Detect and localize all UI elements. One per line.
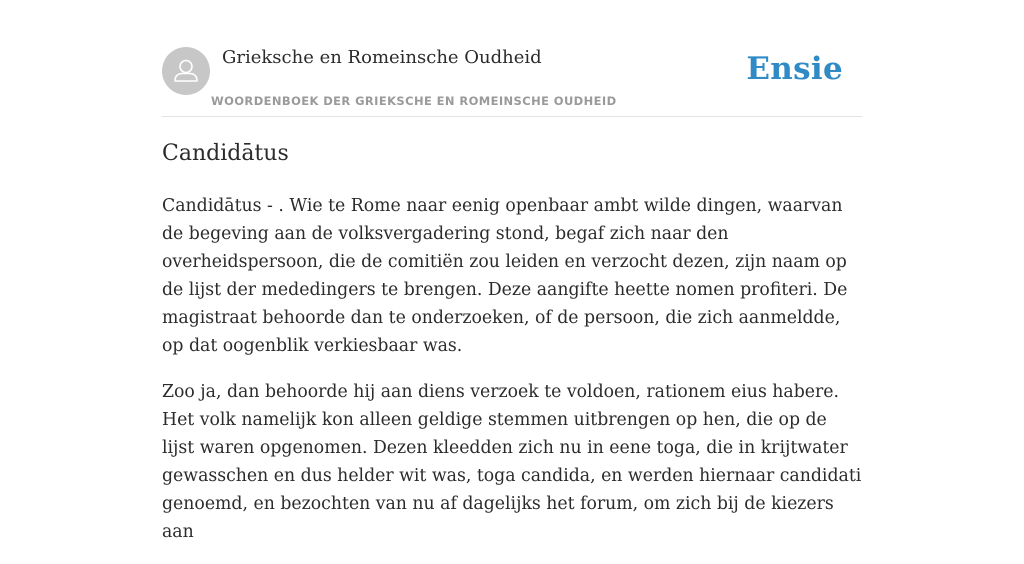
- site-subtitle: WOORDENBOEK DER GRIEKSCHE EN ROMEINSCHE OUDHEID: [211, 94, 617, 108]
- page: [162, 0, 862, 542]
- site-title-link[interactable]: Grieksche en Romeinsche Oudheid: [222, 47, 542, 68]
- avatar[interactable]: [162, 47, 210, 95]
- article-paragraph: Candidātus - . Wie te Rome naar eenig openbaar ambt wilde dingen, waarvan de begeving aan de volksvergadering stond, begaf zich naar den overheidspersoon, die de comitiën zou leiden en verzocht dezen, zijn naam op de lijst der mededingers te brengen. Deze aangifte heette nomen profiteri. De magistraat behoorde dan te onderzoeken, of de persoon, die zich aanmeldde, op dat oogenblik verkiesbaar was.: [162, 196, 848, 356]
- article-title: Candidātus: [162, 141, 289, 166]
- user-icon: [162, 47, 210, 95]
- article-paragraph: Zoo ja, dan behoorde hij aan diens verzoek te voldoen, rationem eius habere. Het volk namelijk kon alleen geldige stemmen uitbrengen op hen, die op de lijst waren opgenomen. Dezen kleedden zich nu in eene toga, die in krijtwater gewasschen en dus helder wit was, toga candida, en werden hiernaar candidati genoemd, en bezochten van nu af dagelijks het forum, om zich bij de kiezers aan: [162, 382, 862, 542]
- brand-logo[interactable]: Ensie: [746, 51, 843, 87]
- article-body: [162, 192, 862, 564]
- header: [162, 0, 862, 117]
